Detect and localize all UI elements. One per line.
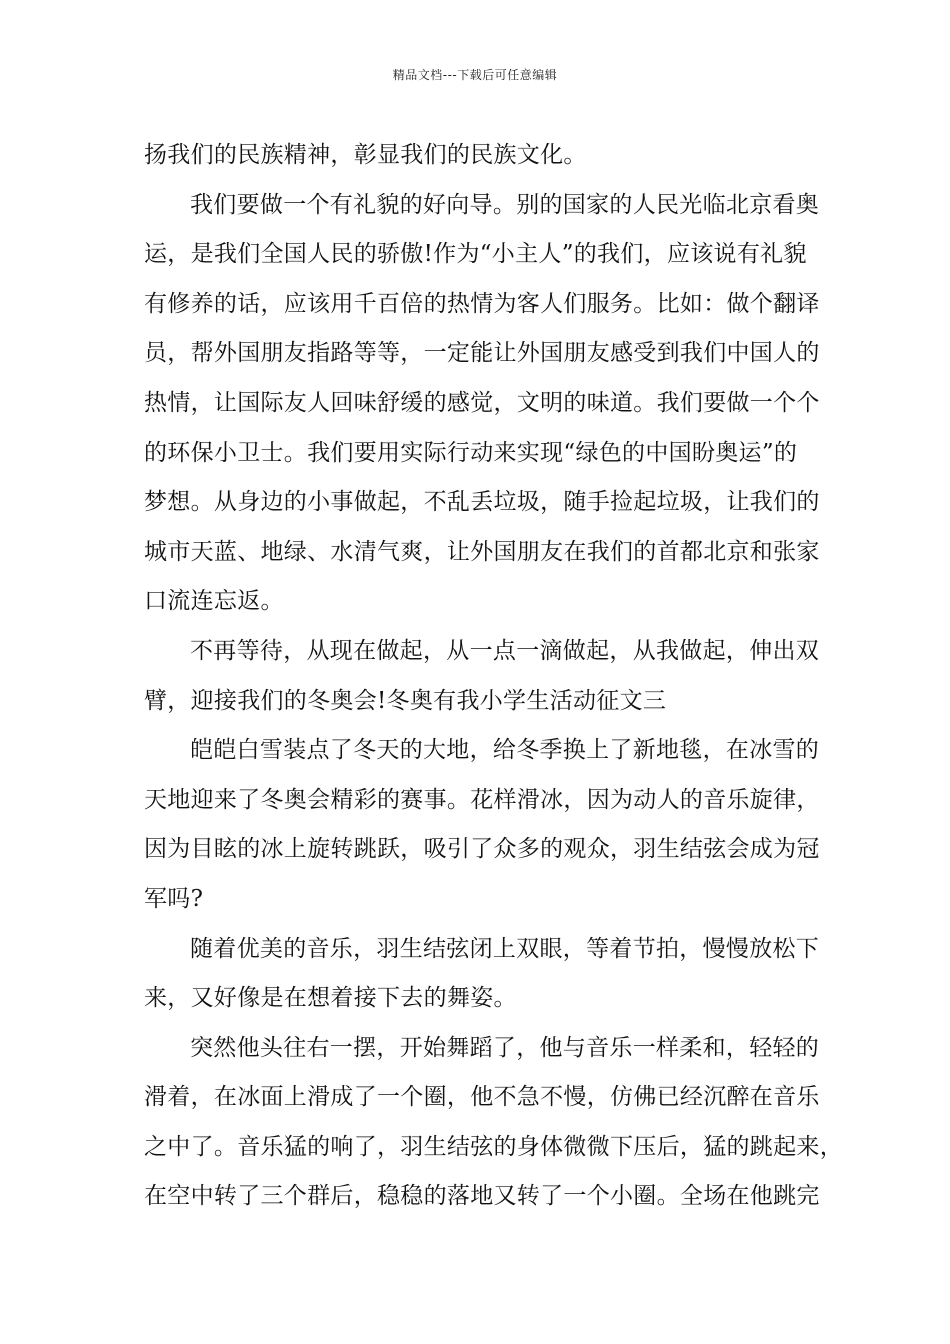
text-line: 天地迎来了冬奥会精彩的赛事。花样滑冰，因为动人的音乐旋律， <box>144 786 820 813</box>
text-line: 不再等待，从现在做起，从一点一滴做起，从我做起，伸出双 <box>190 637 820 664</box>
text-line: 臂，迎接我们的冬奥会!冬奥有我小学生活动征文三 <box>144 687 667 714</box>
text-line: 随着优美的音乐，羽生结弦闭上双眼，等着节拍，慢慢放松下 <box>190 935 820 962</box>
text-line: 城市天蓝、地绿、水清气爽，让外国朋友在我们的首都北京和张家 <box>144 538 820 565</box>
text-line: 因为目眩的冰上旋转跳跃，吸引了众多的观众，羽生结弦会成为冠 <box>144 836 820 863</box>
text-line: 热情，让国际友人回味舒缓的感觉，文明的味道。我们要做一个个 <box>144 389 820 416</box>
text-line: 皑皑白雪装点了冬天的大地，给冬季换上了新地毯，在冰雪的 <box>190 737 820 764</box>
text-line: 在空中转了三个群后，稳稳的落地又转了一个小圈。全场在他跳完 <box>144 1183 820 1210</box>
text-line: 员，帮外国朋友指路等等，一定能让外国朋友感受到我们中国人的 <box>144 340 820 367</box>
text-line: 有修养的话，应该用千百倍的热情为客人们服务。比如：做个翻译 <box>144 290 820 317</box>
text-line: 来，又好像是在想着接下去的舞姿。 <box>144 985 517 1012</box>
text-line: 之中了。音乐猛的响了，羽生结弦的身体微微下压后，猛的跳起来， <box>144 1133 843 1160</box>
text-line: 突然他头往右一摆，开始舞蹈了，他与音乐一样柔和，轻轻的 <box>190 1034 820 1061</box>
text-line: 口流连忘返。 <box>144 588 284 615</box>
text-line: 军吗? <box>144 885 204 912</box>
text-line: 我们要做一个有礼貌的好向导。别的国家的人民光临北京看奥 <box>190 191 820 218</box>
text-line: 滑着，在冰面上滑成了一个圈，他不急不慢，仿佛已经沉醉在音乐 <box>144 1084 820 1111</box>
page-header: 精品文档---下载后可任意编辑 <box>392 68 558 82</box>
text-line: 梦想。从身边的小事做起，不乱丢垃圾，随手捡起垃圾，让我们的 <box>144 489 820 516</box>
document-body <box>144 131 843 1222</box>
text-line: 的环保小卫士。我们要用实际行动来实现“绿色的中国盼奥运”的 <box>144 439 798 466</box>
text-line: 扬我们的民族精神，彰显我们的民族文化。 <box>144 142 587 168</box>
text-line: 运，是我们全国人民的骄傲!作为“小主人”的我们，应该说有礼貌 <box>144 241 807 268</box>
